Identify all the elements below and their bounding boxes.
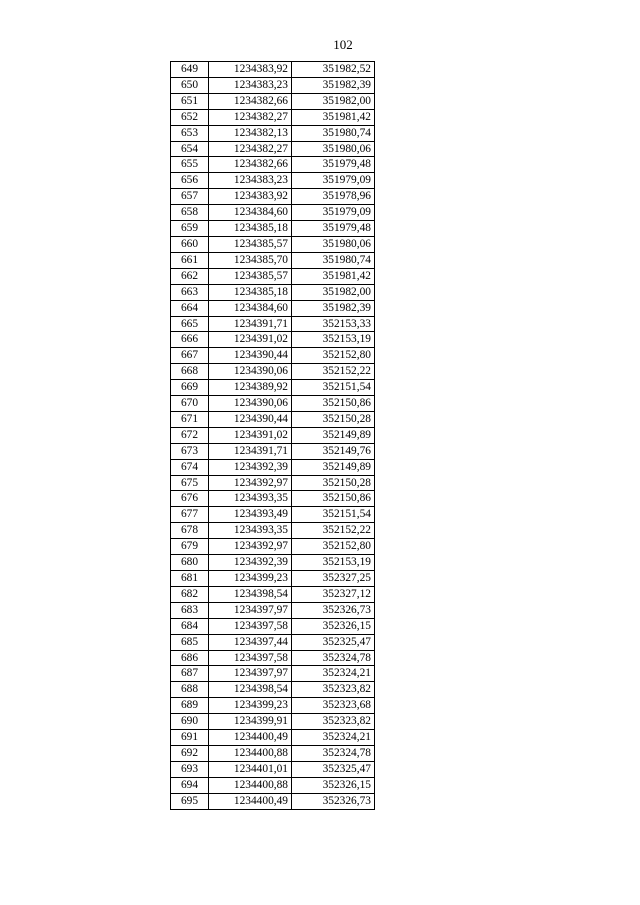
table-row [171, 173, 375, 189]
y-coordinate-cell: 351979,48 [292, 221, 375, 237]
x-coordinate-cell: 1234391,02 [209, 332, 292, 348]
point-number-cell: 677 [171, 507, 209, 523]
table-row [171, 714, 375, 730]
table-row [171, 555, 375, 571]
table-row [171, 411, 375, 427]
point-number-cell: 649 [171, 62, 209, 78]
table-row [171, 507, 375, 523]
table-row [171, 427, 375, 443]
point-number-cell: 671 [171, 411, 209, 427]
y-coordinate-cell: 352326,73 [292, 602, 375, 618]
point-number-cell: 680 [171, 555, 209, 571]
table-row [171, 109, 375, 125]
y-coordinate-cell: 352326,15 [292, 777, 375, 793]
point-number-cell: 673 [171, 443, 209, 459]
point-number-cell: 666 [171, 332, 209, 348]
point-number-cell: 651 [171, 93, 209, 109]
y-coordinate-cell: 351979,09 [292, 205, 375, 221]
table-row [171, 125, 375, 141]
y-coordinate-cell: 351978,96 [292, 189, 375, 205]
x-coordinate-cell: 1234392,97 [209, 475, 292, 491]
point-number-cell: 661 [171, 252, 209, 268]
y-coordinate-cell: 351982,39 [292, 300, 375, 316]
point-number-cell: 664 [171, 300, 209, 316]
x-coordinate-cell: 1234385,57 [209, 268, 292, 284]
x-coordinate-cell: 1234401,01 [209, 761, 292, 777]
x-coordinate-cell: 1234383,23 [209, 77, 292, 93]
table-row [171, 761, 375, 777]
table-row [171, 364, 375, 380]
y-coordinate-cell: 352151,54 [292, 507, 375, 523]
y-coordinate-cell: 351980,06 [292, 141, 375, 157]
table-row [171, 618, 375, 634]
y-coordinate-cell: 352153,33 [292, 316, 375, 332]
x-coordinate-cell: 1234389,92 [209, 380, 292, 396]
table-row [171, 698, 375, 714]
x-coordinate-cell: 1234382,66 [209, 157, 292, 173]
table-row [171, 730, 375, 746]
point-number-cell: 669 [171, 380, 209, 396]
point-number-cell: 678 [171, 523, 209, 539]
x-coordinate-cell: 1234399,23 [209, 571, 292, 587]
y-coordinate-cell: 352153,19 [292, 555, 375, 571]
point-number-cell: 690 [171, 714, 209, 730]
y-coordinate-cell: 352149,76 [292, 443, 375, 459]
y-coordinate-cell: 351982,52 [292, 62, 375, 78]
table-row [171, 523, 375, 539]
y-coordinate-cell: 352150,86 [292, 396, 375, 412]
point-number-cell: 662 [171, 268, 209, 284]
x-coordinate-cell: 1234382,27 [209, 109, 292, 125]
x-coordinate-cell: 1234400,88 [209, 777, 292, 793]
table-row [171, 284, 375, 300]
x-coordinate-cell: 1234391,02 [209, 427, 292, 443]
y-coordinate-cell: 352327,25 [292, 571, 375, 587]
table-row [171, 491, 375, 507]
y-coordinate-cell: 352326,15 [292, 618, 375, 634]
table-row [171, 586, 375, 602]
x-coordinate-cell: 1234392,39 [209, 555, 292, 571]
table-row [171, 141, 375, 157]
point-number-cell: 650 [171, 77, 209, 93]
y-coordinate-cell: 352152,22 [292, 523, 375, 539]
point-number-cell: 676 [171, 491, 209, 507]
table-row [171, 443, 375, 459]
table-body [171, 62, 375, 810]
table-row [171, 252, 375, 268]
table-row [171, 793, 375, 809]
x-coordinate-cell: 1234390,44 [209, 411, 292, 427]
y-coordinate-cell: 351981,42 [292, 109, 375, 125]
y-coordinate-cell: 352323,82 [292, 714, 375, 730]
x-coordinate-cell: 1234384,60 [209, 300, 292, 316]
table-row [171, 62, 375, 78]
x-coordinate-cell: 1234390,06 [209, 364, 292, 380]
point-number-cell: 683 [171, 602, 209, 618]
x-coordinate-cell: 1234390,44 [209, 348, 292, 364]
x-coordinate-cell: 1234397,58 [209, 650, 292, 666]
point-number-cell: 681 [171, 571, 209, 587]
y-coordinate-cell: 351982,00 [292, 93, 375, 109]
y-coordinate-cell: 351980,74 [292, 125, 375, 141]
table-row [171, 475, 375, 491]
table-row [171, 268, 375, 284]
table-row [171, 236, 375, 252]
y-coordinate-cell: 351980,74 [292, 252, 375, 268]
x-coordinate-cell: 1234393,49 [209, 507, 292, 523]
table-row [171, 93, 375, 109]
table-row [171, 666, 375, 682]
x-coordinate-cell: 1234397,97 [209, 666, 292, 682]
x-coordinate-cell: 1234393,35 [209, 491, 292, 507]
table-row [171, 777, 375, 793]
y-coordinate-cell: 351980,06 [292, 236, 375, 252]
y-coordinate-cell: 352150,28 [292, 475, 375, 491]
point-number-cell: 679 [171, 539, 209, 555]
y-coordinate-cell: 352325,47 [292, 634, 375, 650]
x-coordinate-cell: 1234384,60 [209, 205, 292, 221]
x-coordinate-cell: 1234393,35 [209, 523, 292, 539]
y-coordinate-cell: 352324,21 [292, 730, 375, 746]
x-coordinate-cell: 1234385,18 [209, 221, 292, 237]
y-coordinate-cell: 351982,00 [292, 284, 375, 300]
y-coordinate-cell: 351979,48 [292, 157, 375, 173]
y-coordinate-cell: 352324,78 [292, 650, 375, 666]
x-coordinate-cell: 1234392,97 [209, 539, 292, 555]
table-row [171, 221, 375, 237]
x-coordinate-cell: 1234400,49 [209, 730, 292, 746]
table-row [171, 634, 375, 650]
point-number-cell: 682 [171, 586, 209, 602]
y-coordinate-cell: 352149,89 [292, 427, 375, 443]
table-row [171, 332, 375, 348]
point-number-cell: 689 [171, 698, 209, 714]
x-coordinate-cell: 1234397,58 [209, 618, 292, 634]
point-number-cell: 674 [171, 459, 209, 475]
point-number-cell: 687 [171, 666, 209, 682]
point-number-cell: 659 [171, 221, 209, 237]
table-row [171, 650, 375, 666]
point-number-cell: 667 [171, 348, 209, 364]
x-coordinate-cell: 1234385,18 [209, 284, 292, 300]
table-row [171, 682, 375, 698]
x-coordinate-cell: 1234383,92 [209, 62, 292, 78]
y-coordinate-cell: 352152,22 [292, 364, 375, 380]
x-coordinate-cell: 1234398,54 [209, 682, 292, 698]
x-coordinate-cell: 1234399,91 [209, 714, 292, 730]
x-coordinate-cell: 1234400,49 [209, 793, 292, 809]
y-coordinate-cell: 352149,89 [292, 459, 375, 475]
table-row [171, 300, 375, 316]
x-coordinate-cell: 1234382,66 [209, 93, 292, 109]
y-coordinate-cell: 352325,47 [292, 761, 375, 777]
table-row [171, 745, 375, 761]
table-row [171, 459, 375, 475]
table-row [171, 316, 375, 332]
x-coordinate-cell: 1234382,27 [209, 141, 292, 157]
y-coordinate-cell: 352323,68 [292, 698, 375, 714]
point-number-cell: 656 [171, 173, 209, 189]
table-row [171, 77, 375, 93]
point-number-cell: 684 [171, 618, 209, 634]
x-coordinate-cell: 1234399,23 [209, 698, 292, 714]
point-number-cell: 693 [171, 761, 209, 777]
point-number-cell: 685 [171, 634, 209, 650]
point-number-cell: 660 [171, 236, 209, 252]
x-coordinate-cell: 1234391,71 [209, 316, 292, 332]
x-coordinate-cell: 1234383,92 [209, 189, 292, 205]
table-row [171, 602, 375, 618]
x-coordinate-cell: 1234397,44 [209, 634, 292, 650]
y-coordinate-cell: 352151,54 [292, 380, 375, 396]
table-row [171, 396, 375, 412]
point-number-cell: 653 [171, 125, 209, 141]
table-row [171, 189, 375, 205]
x-coordinate-cell: 1234383,23 [209, 173, 292, 189]
x-coordinate-cell: 1234385,70 [209, 252, 292, 268]
table-row [171, 571, 375, 587]
point-number-cell: 652 [171, 109, 209, 125]
y-coordinate-cell: 352150,28 [292, 411, 375, 427]
point-number-cell: 657 [171, 189, 209, 205]
point-number-cell: 665 [171, 316, 209, 332]
point-number-cell: 691 [171, 730, 209, 746]
y-coordinate-cell: 352323,82 [292, 682, 375, 698]
point-number-cell: 694 [171, 777, 209, 793]
y-coordinate-cell: 352324,78 [292, 745, 375, 761]
point-number-cell: 672 [171, 427, 209, 443]
y-coordinate-cell: 352327,12 [292, 586, 375, 602]
point-number-cell: 695 [171, 793, 209, 809]
table-row [171, 157, 375, 173]
coordinates-table [170, 61, 375, 810]
point-number-cell: 655 [171, 157, 209, 173]
point-number-cell: 688 [171, 682, 209, 698]
y-coordinate-cell: 351979,09 [292, 173, 375, 189]
y-coordinate-cell: 352153,19 [292, 332, 375, 348]
y-coordinate-cell: 352152,80 [292, 539, 375, 555]
point-number-cell: 692 [171, 745, 209, 761]
y-coordinate-cell: 351982,39 [292, 77, 375, 93]
x-coordinate-cell: 1234392,39 [209, 459, 292, 475]
point-number-cell: 670 [171, 396, 209, 412]
x-coordinate-cell: 1234400,88 [209, 745, 292, 761]
x-coordinate-cell: 1234390,06 [209, 396, 292, 412]
x-coordinate-cell: 1234385,57 [209, 236, 292, 252]
table-row [171, 380, 375, 396]
point-number-cell: 654 [171, 141, 209, 157]
x-coordinate-cell: 1234391,71 [209, 443, 292, 459]
y-coordinate-cell: 352150,86 [292, 491, 375, 507]
y-coordinate-cell: 352324,21 [292, 666, 375, 682]
point-number-cell: 663 [171, 284, 209, 300]
table-row [171, 205, 375, 221]
point-number-cell: 658 [171, 205, 209, 221]
x-coordinate-cell: 1234398,54 [209, 586, 292, 602]
point-number-cell: 675 [171, 475, 209, 491]
x-coordinate-cell: 1234397,97 [209, 602, 292, 618]
y-coordinate-cell: 352152,80 [292, 348, 375, 364]
y-coordinate-cell: 352326,73 [292, 793, 375, 809]
table-row [171, 539, 375, 555]
page-number: 102 [333, 37, 353, 52]
y-coordinate-cell: 351981,42 [292, 268, 375, 284]
table-row [171, 348, 375, 364]
point-number-cell: 668 [171, 364, 209, 380]
x-coordinate-cell: 1234382,13 [209, 125, 292, 141]
point-number-cell: 686 [171, 650, 209, 666]
